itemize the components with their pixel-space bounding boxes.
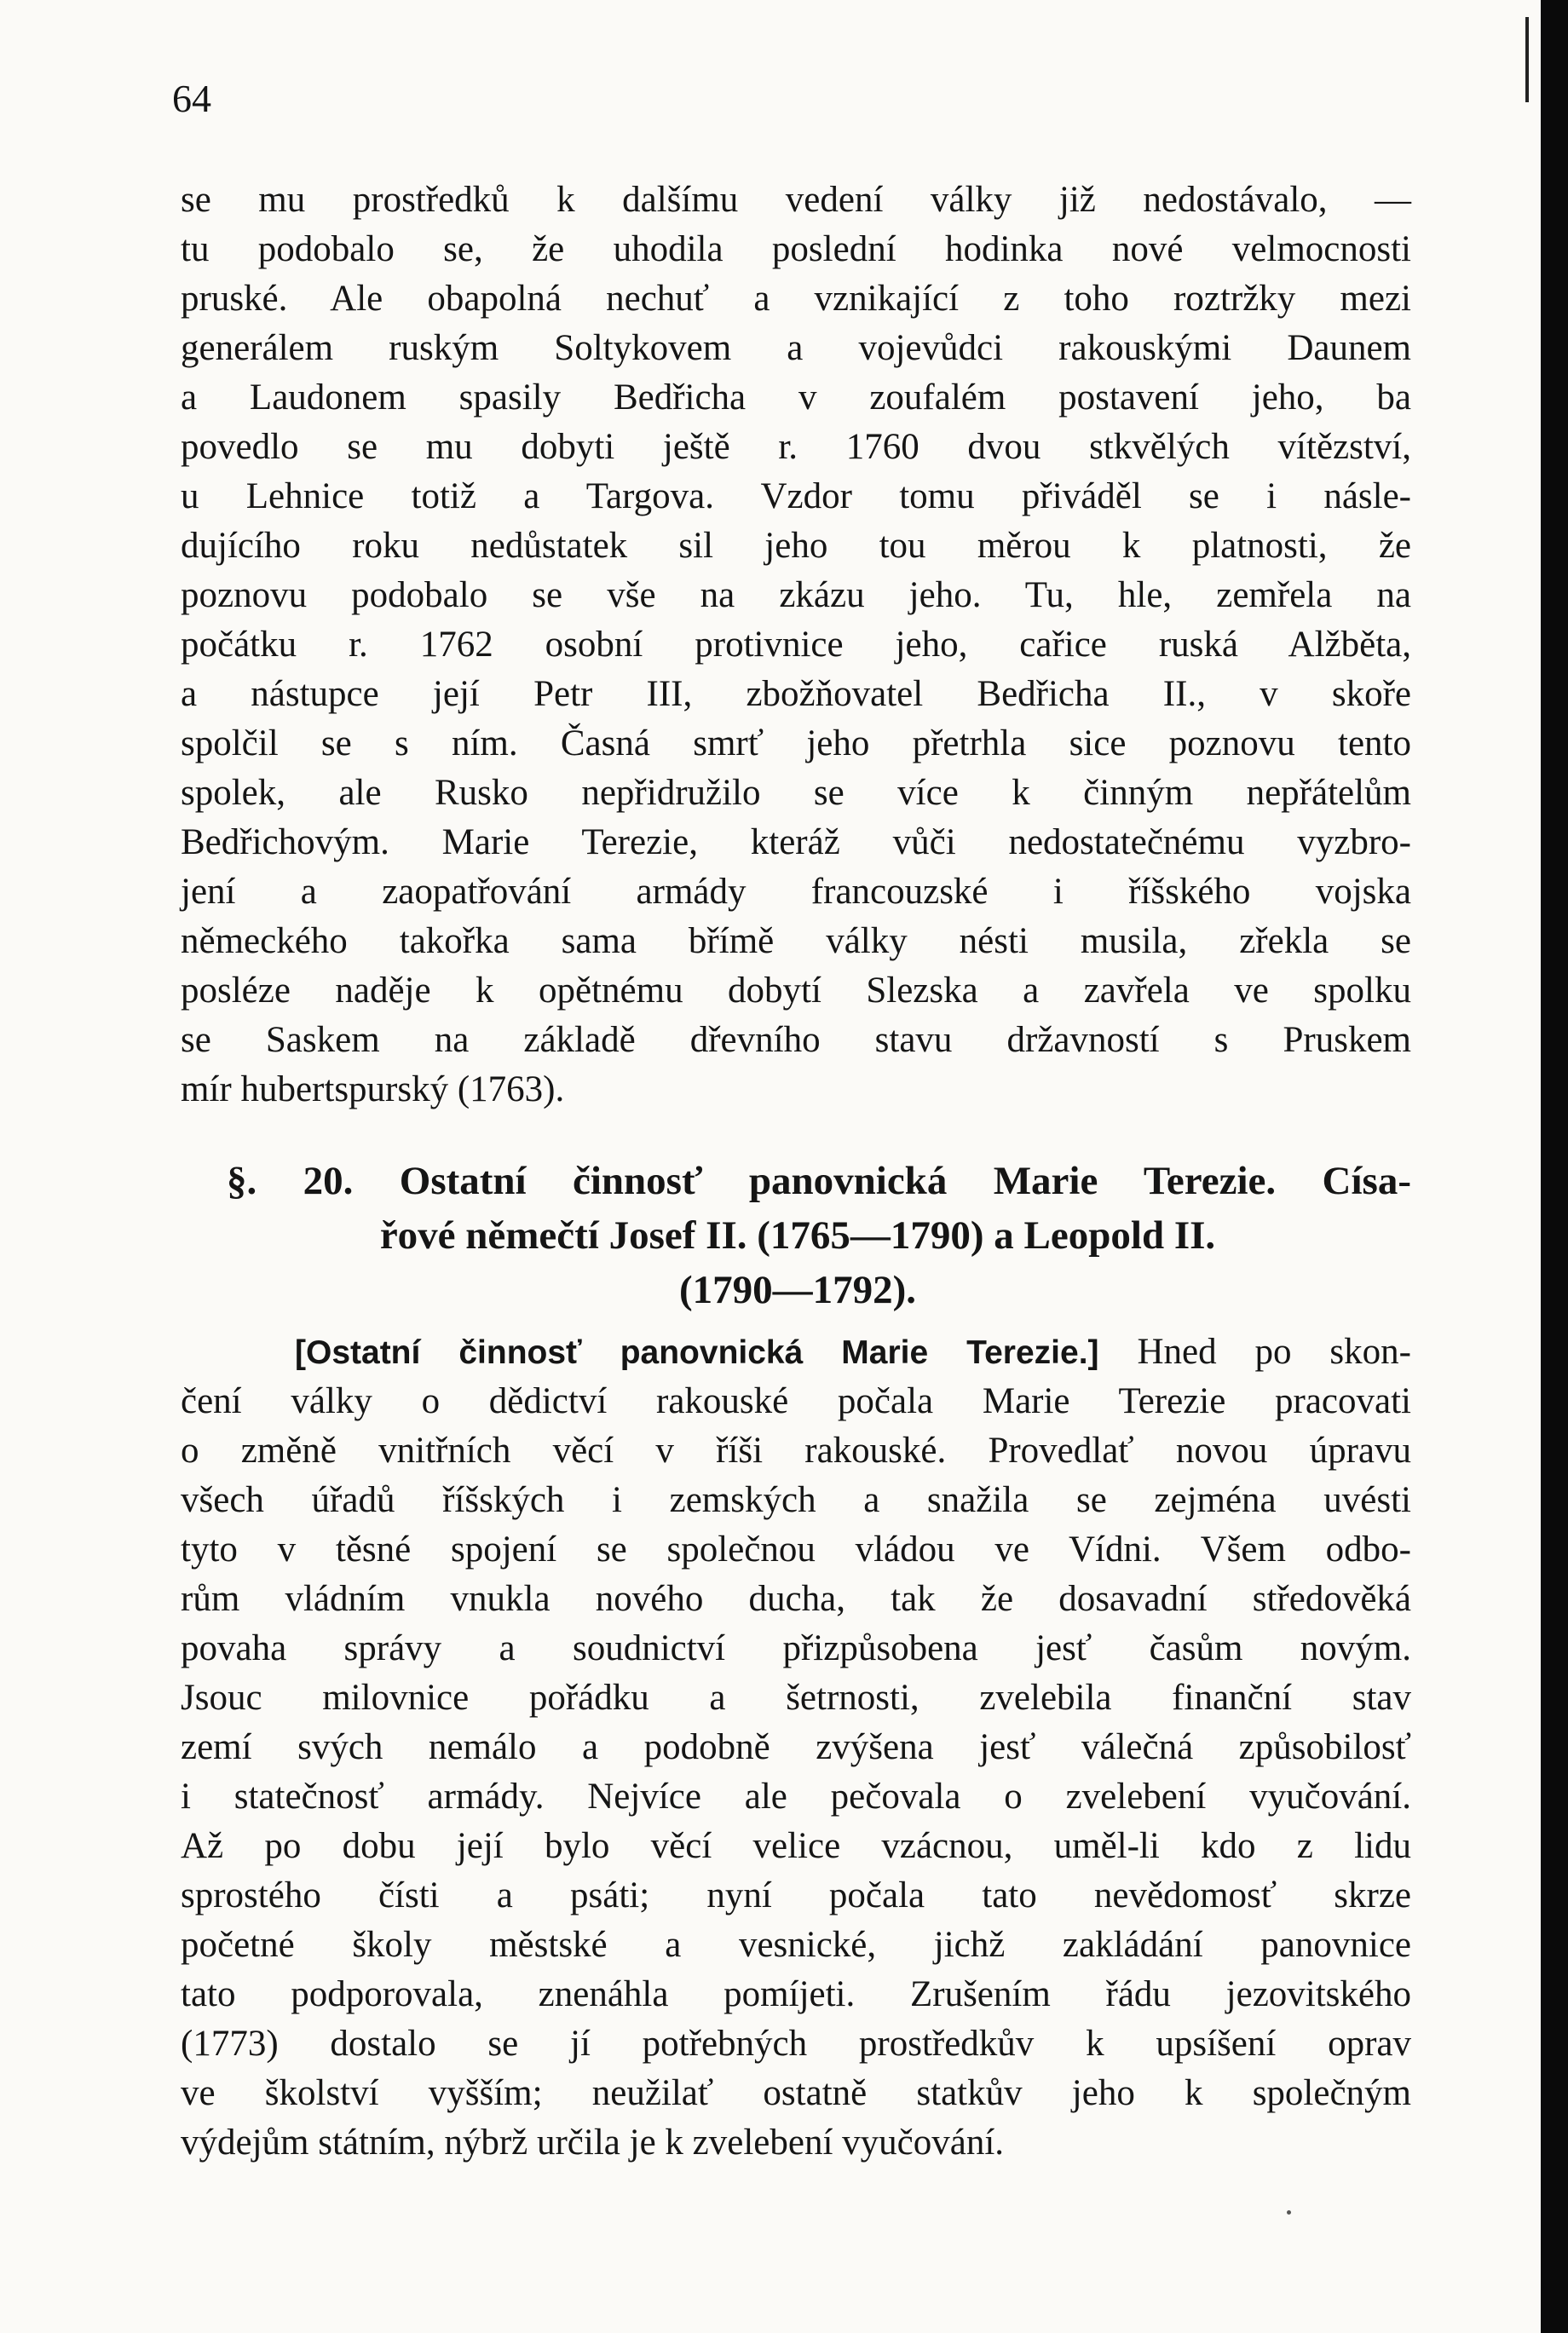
text-line: jení a zaopatřování armády francouzské i říšského vojska	[181, 872, 1411, 912]
text-line: se mu prostředků k dalšímu vedení války již nedostávalo, —	[181, 180, 1411, 220]
text-line: počátku r. 1762 osobní protivnice jeho, cařice ruská Alžběta,	[181, 625, 1411, 665]
text-line: německého takořka sama břímě války nésti musila, zřekla se	[181, 921, 1411, 961]
paragraph-subheading: [Ostatní činnosť panovnická Marie Terezie.]	[295, 1334, 1099, 1371]
text-line: o změně vnitřních věcí v říši rakouské. Provedlať novou úpravu	[181, 1431, 1411, 1471]
text-line-rest: Hned po skon-	[1098, 1332, 1411, 1372]
text-line: početné školy městské a vesnické, jichž zakládání panovnice	[181, 1925, 1411, 1965]
print-speck	[1287, 2210, 1291, 2215]
text-line: tyto v těsné spojení se společnou vládou ve Vídni. Všem odbo-	[181, 1529, 1411, 1570]
text-line: u Lehnice totiž a Targova. Vzdor tomu přiváděl se i násle-	[181, 476, 1411, 516]
text-line: tato podporovala, znenáhla pomíjeti. Zrušením řádu jezovitského	[181, 1974, 1411, 2014]
text-line: a Laudonem spasily Bedřicha v zoufalém postavení jeho, ba	[181, 377, 1411, 418]
text-line: ve školství vyšším; neužilať ostatně statkův jeho k společným	[181, 2073, 1411, 2113]
scan-border	[1541, 0, 1568, 2333]
text-line: dujícího roku nedůstatek sil jeho tou měrou k platnosti, že	[181, 526, 1411, 566]
text-line: zemí svých nemálo a podobně zvýšena jesť válečná způsobilosť	[181, 1727, 1411, 1767]
text-line: posléze naděje k opětnému dobytí Slezska a zavřela ve spolku	[181, 971, 1411, 1011]
text-line: povaha správy a soudnictví přizpůsobena jesť časům novým.	[181, 1628, 1411, 1668]
page-number: 64	[172, 77, 211, 120]
text-line: pruské. Ale obapolná nechuť a vznikající z toho roztržky mezi	[181, 279, 1411, 319]
text-line: čení války o dědictví rakouské počala Marie Terezie pracovati	[181, 1381, 1411, 1421]
text-line: se Saskem na základě dřevního stavu državností s Pruskem	[181, 1020, 1411, 1060]
text-line: i statečnosť armády. Nejvíce ale pečovala o zvelebení vyučování.	[181, 1777, 1411, 1817]
text-line: rům vládním vnukla nového ducha, tak že dosavadní středověká	[181, 1579, 1411, 1619]
section-heading-line: §. 20. Ostatní činnosť panovnická Marie Terezie. Císa-	[227, 1159, 1411, 1203]
text-line: Až po dobu její bylo věcí velice vzácnou, uměl-li kdo z lidu	[181, 1826, 1411, 1866]
page-edge-line	[1525, 17, 1529, 102]
text-line: tu podobalo se, že uhodila poslední hodinka nové velmocnosti	[181, 229, 1411, 269]
text-line: (1773) dostalo se jí potřebných prostředkův k upsíšení oprav	[181, 2024, 1411, 2064]
text-line: Jsouc milovnice pořádku a šetrnosti, zvelebila finanční stav	[181, 1678, 1411, 1718]
text-line: poznovu podobalo se vše na zkázu jeho. Tu, hle, zemřela na	[181, 575, 1411, 615]
text-line: spolek, ale Rusko nepřidružilo se více k činným nepřátelům	[181, 773, 1411, 813]
text-line: všech úřadů říšských i zemských a snažila se zejména uvésti	[181, 1480, 1411, 1520]
text-line: a nástupce její Petr III, zbožňovatel Bedřicha II., v skoře	[181, 674, 1411, 714]
text-line: povedlo se mu dobyti ještě r. 1760 dvou stkvělých vítězství,	[181, 427, 1411, 467]
text-line: mír hubertspurský (1763).	[181, 1069, 565, 1109]
section-heading-line: řové němečtí Josef II. (1765—1790) a Leopold II.	[379, 1213, 1216, 1258]
text-line	[295, 1328, 1411, 1377]
text-line: spolčil se s ním. Časná smrť jeho přetrhla sice poznovu tento	[181, 723, 1411, 763]
text-line: výdejům státním, nýbrž určila je k zvelebení vyučování.	[181, 2123, 1005, 2163]
text-line: Bedřichovým. Marie Terezie, kteráž vůči nedostatečnému vyzbro-	[181, 822, 1411, 862]
text-line: sprostého čísti a psáti; nyní počala tato nevědomosť skrze	[181, 1875, 1411, 1915]
section-heading-line: (1790—1792).	[678, 1268, 917, 1312]
text-line: generálem ruským Soltykovem a vojevůdci rakouskými Daunem	[181, 328, 1411, 368]
